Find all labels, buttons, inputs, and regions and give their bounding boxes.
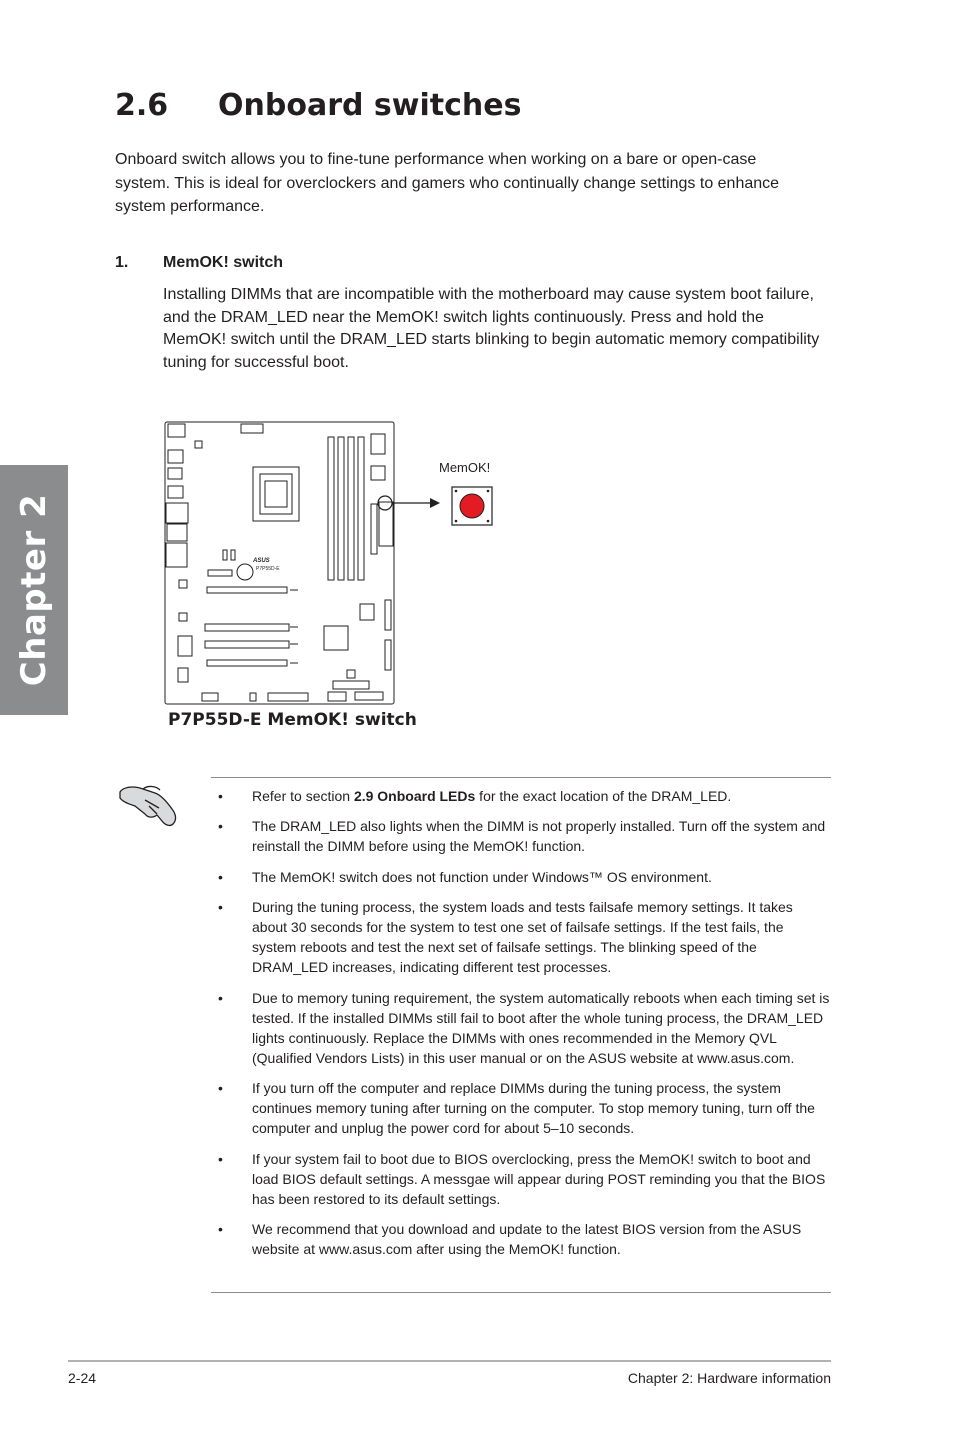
brand-mark: ASUS xyxy=(253,558,270,564)
memok-switch-label: MemOK! xyxy=(439,460,491,475)
bullet-icon: • xyxy=(218,1080,223,1097)
bullet-icon: • xyxy=(218,1221,223,1237)
note-item xyxy=(211,988,831,1068)
note-item xyxy=(211,1149,831,1209)
notes-list xyxy=(211,786,831,1269)
note-item xyxy=(211,867,831,887)
pointing-hand-icon xyxy=(115,778,181,830)
bullet-icon: • xyxy=(218,868,223,885)
bullet-icon: • xyxy=(218,1150,223,1167)
bullet-icon: • xyxy=(218,989,223,1006)
chapter-tab xyxy=(0,465,68,715)
memok-switch-button xyxy=(460,494,484,518)
bullet-icon: • xyxy=(218,818,223,835)
note-text: Refer to section xyxy=(252,788,354,804)
memok-location-marker xyxy=(378,496,392,510)
note-item xyxy=(211,786,831,806)
footer-rule xyxy=(68,1360,831,1362)
item-body: Installing DIMMs that are incompatible with the motherboard may cause system boot failure, and the DRAM_LED near the MemOK! switch lights continuously. Press and hold the MemOK! switch until the DRAM_LED starts blinking to begin automatic memory compatibility tuning for successful boot. xyxy=(163,286,820,372)
notes-bottom-rule xyxy=(211,1292,831,1293)
figure-caption: P7P55D-E MemOK! switch xyxy=(168,710,417,730)
note-text: We recommend that you download and update to the latest BIOS version from the ASUS website at www.asus.com after using the MemOK! function. xyxy=(252,1221,802,1258)
board-label: P7P55D-E xyxy=(256,566,280,572)
item-title: MemOK! switch xyxy=(163,254,284,271)
board-outline xyxy=(165,422,394,704)
note-item xyxy=(211,1219,831,1259)
note-text: If you turn off the computer and replace DIMMs during the tuning process, the system continues memory tuning after turning on the computer. To stop memory tuning, turn off the computer and unplug the power cord for about 5–10 seconds. xyxy=(252,1080,815,1137)
item-number: 1. xyxy=(115,254,129,271)
note-item xyxy=(211,1078,831,1138)
note-text: Due to memory tuning requirement, the system automatically reboots when each timing set is tested. If the installed DIMMs still fail to boot after the whole tuning process, the DRAM_LED lights continuously. Replace the DIMMs with ones recommended in the Memory QVL (Qualified Vendors Lists) in this user manual or on the ASUS website at www.asus.com. xyxy=(252,989,830,1066)
intro-paragraph: Onboard switch allows you to fine-tune performance when working on a bare or open-case system. This is ideal for overclockers and gamers who continually change settings to enhance system performance. xyxy=(115,151,780,215)
note-text: During the tuning process, the system loads and tests failsafe memory settings. It takes about 30 seconds for the system to test one set of failsafe settings. If the test fails, the system reboots and test the next set of failsafe settings. The blinking speed of the DRAM_LED increases, indicating different test processes. xyxy=(252,898,793,976)
page-number: 2-24 xyxy=(68,1370,97,1386)
note-item xyxy=(211,816,831,856)
notes-top-rule xyxy=(211,777,831,778)
footer-chapter-title: Chapter 2: Hardware information xyxy=(627,1370,831,1386)
note-text-tail: for the exact location of the DRAM_LED. xyxy=(475,788,732,804)
note-reference: 2.9 Onboard LEDs xyxy=(353,788,476,804)
note-text: If your system fail to boot due to BIOS overclocking, press the MemOK! switch to boot and load BIOS default settings. A messgae will appear during POST reminding you that the BIOS has been restored to its default settings. xyxy=(252,1150,826,1207)
note-item xyxy=(211,897,831,977)
bullet-icon: • xyxy=(218,788,223,804)
note-text: The DRAM_LED also lights when the DIMM is not properly installed. Turn off the system and reinstall the DIMM before using the MemOK! function. xyxy=(252,818,826,855)
section-title: Onboard switches xyxy=(218,88,522,123)
motherboard-diagram xyxy=(150,410,510,710)
section-number: 2.6 xyxy=(115,88,169,123)
note-text: The MemOK! switch does not function under Windows™ OS environment. xyxy=(252,868,712,885)
chapter-tab-label: Chapter 2 xyxy=(14,493,54,687)
bullet-icon: • xyxy=(218,898,223,915)
